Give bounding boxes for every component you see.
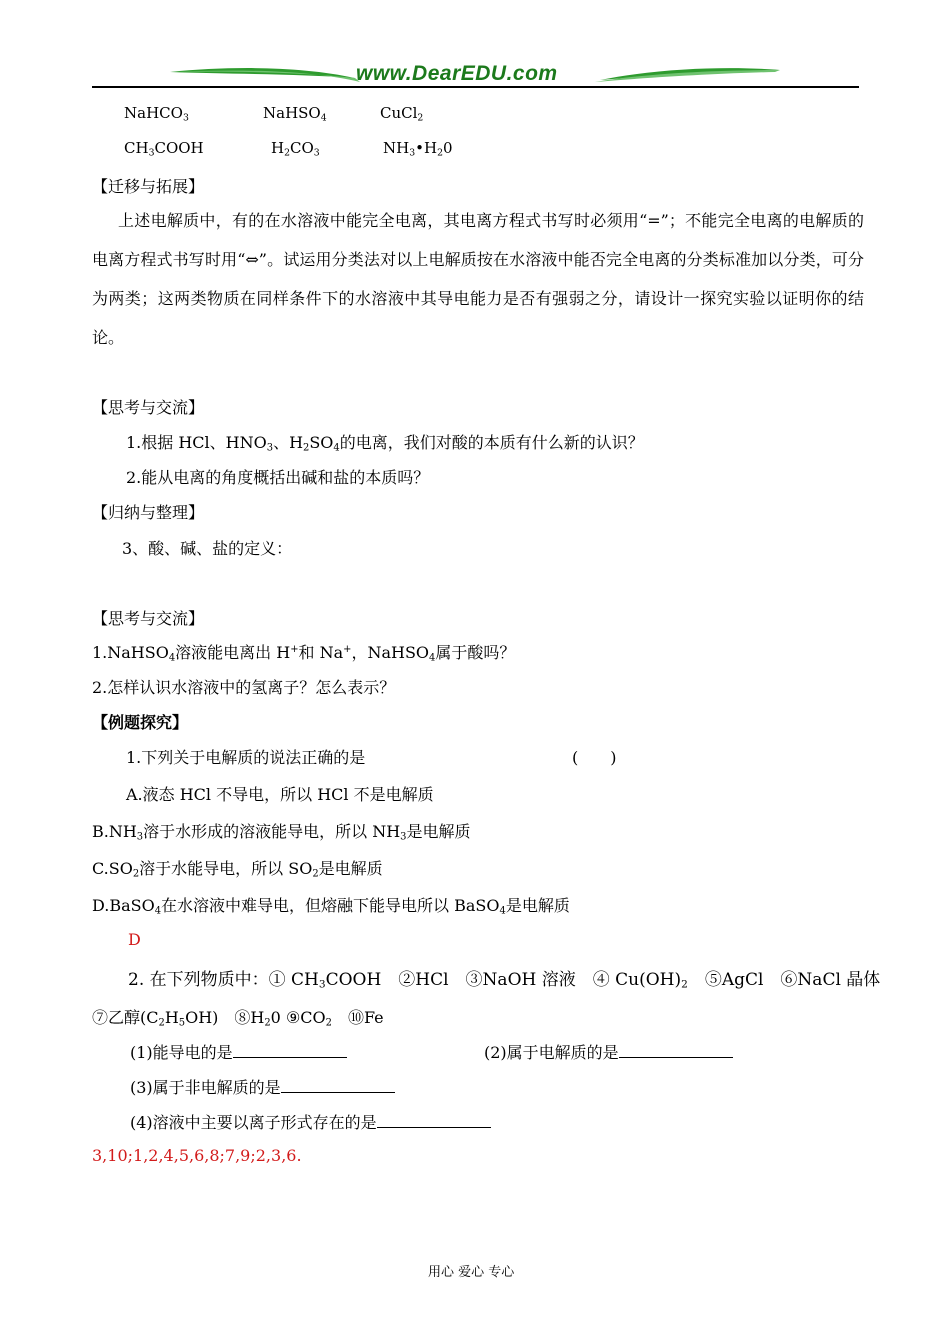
example2-question-4: (4)溶液中主要以离子形式存在的是 [130, 1110, 491, 1133]
example2-question-1: (1)能导电的是 [130, 1040, 347, 1063]
section-heading-summary: 【归纳与整理】 [92, 503, 205, 522]
example2-substances-line-1: 2. 在下列物质中：① $CH_3COOH$ ②HCl ③NaOH 溶液 ④ $Cu(OH)_2$ ⑤AgCl ⑥NaCl 晶体 [128, 970, 881, 991]
section-heading-think-2: 【思考与交流】 [92, 609, 205, 628]
compound-nahco3: NaHCO$_3$ [124, 104, 189, 124]
example1-option-b: $B.NH_3$溶于水形成的溶液能导电，所以 $NH_3$是电解质 [92, 822, 471, 843]
example2-answer: 3,10;1,2,4,5,6,8;7,9;2,3,6. [92, 1146, 302, 1165]
think2-question-2: 2.怎样认识水溶液中的氢离子？怎么表示？ [92, 678, 396, 697]
example2-substances-line-2: ⑦乙醇$(C_2H_5OH)$ $⑧H_20$ $⑨CO_2$ ⑩Fe [92, 1008, 384, 1029]
example1-answer-paren: ( ) [572, 748, 617, 767]
example1-option-c: $C.SO_2$溶于水能导电，所以 $SO_2$是电解质 [92, 859, 383, 880]
answer-blank-2[interactable] [619, 1043, 733, 1058]
example2-question-2: (2)属于电解质的是 [484, 1040, 733, 1063]
header-rule [92, 86, 859, 88]
section-heading-example: 【例题探究】 [92, 713, 189, 732]
example1-stem: 1.下列关于电解质的说法正确的是 [126, 748, 366, 767]
think1-question-1: 1.根据 HCl、$HNO_3$、$H_2SO_4$的电离，我们对酸的本质有什么新的认识？ [126, 433, 644, 454]
answer-blank-4[interactable] [377, 1113, 491, 1128]
section-heading-transfer: 【迁移与拓展】 [92, 177, 205, 196]
example2-question-3: (3)属于非电解质的是 [130, 1075, 395, 1098]
think1-question-2: 2.能从电离的角度概括出碱和盐的本质吗？ [126, 468, 430, 487]
section-heading-think-1: 【思考与交流】 [92, 398, 205, 417]
compound-ch3cooh: $CH_3COOH$ [124, 139, 204, 159]
example1-option-a: A.液态 HCl 不导电，所以 HCl 不是电解质 [126, 785, 434, 804]
summary-definition-item: 3、酸、碱、盐的定义： [122, 539, 293, 558]
answer-blank-3[interactable] [281, 1078, 395, 1093]
example1-option-d: D.BaSO$_4$在水溶液中难导电，但熔融下能导电所以 BaSO$_4$是电解质 [92, 896, 570, 917]
compound-h2co3: $H_2CO_3$ [271, 139, 320, 159]
compound-cucl2: CuCl$_2$ [380, 104, 424, 124]
compound-nahso4: NaHSO$_4$ [263, 104, 327, 124]
answer-blank-1[interactable] [233, 1043, 347, 1058]
transfer-paragraph: 上述电解质中，有的在水溶液中能完全电离，其电离方程式书写时必须用“=”；不能完全电离的电解质的电离方程式书写时用“⇔”。试运用分类法对以上电解质按在水溶液中能否完全电离的分类标准加以分类，可分为两类；这两类物质在同样条件下的水溶液中其导电能力是否有强弱之分，请设计一探究实验以证明你的结论。 [92, 211, 864, 347]
compound-nh3-h2o: $NH_3•H_20$ [383, 139, 453, 159]
example1-answer: D [128, 930, 141, 949]
think2-question-1: 1.NaHSO$_4$溶液能电离出 H+和 Na+，NaHSO$_4$属于酸吗？ [92, 643, 516, 664]
page-footer: 用心 爱心 专心 [428, 1265, 515, 1280]
site-logo-text: www.DearEDU.com [356, 62, 558, 85]
